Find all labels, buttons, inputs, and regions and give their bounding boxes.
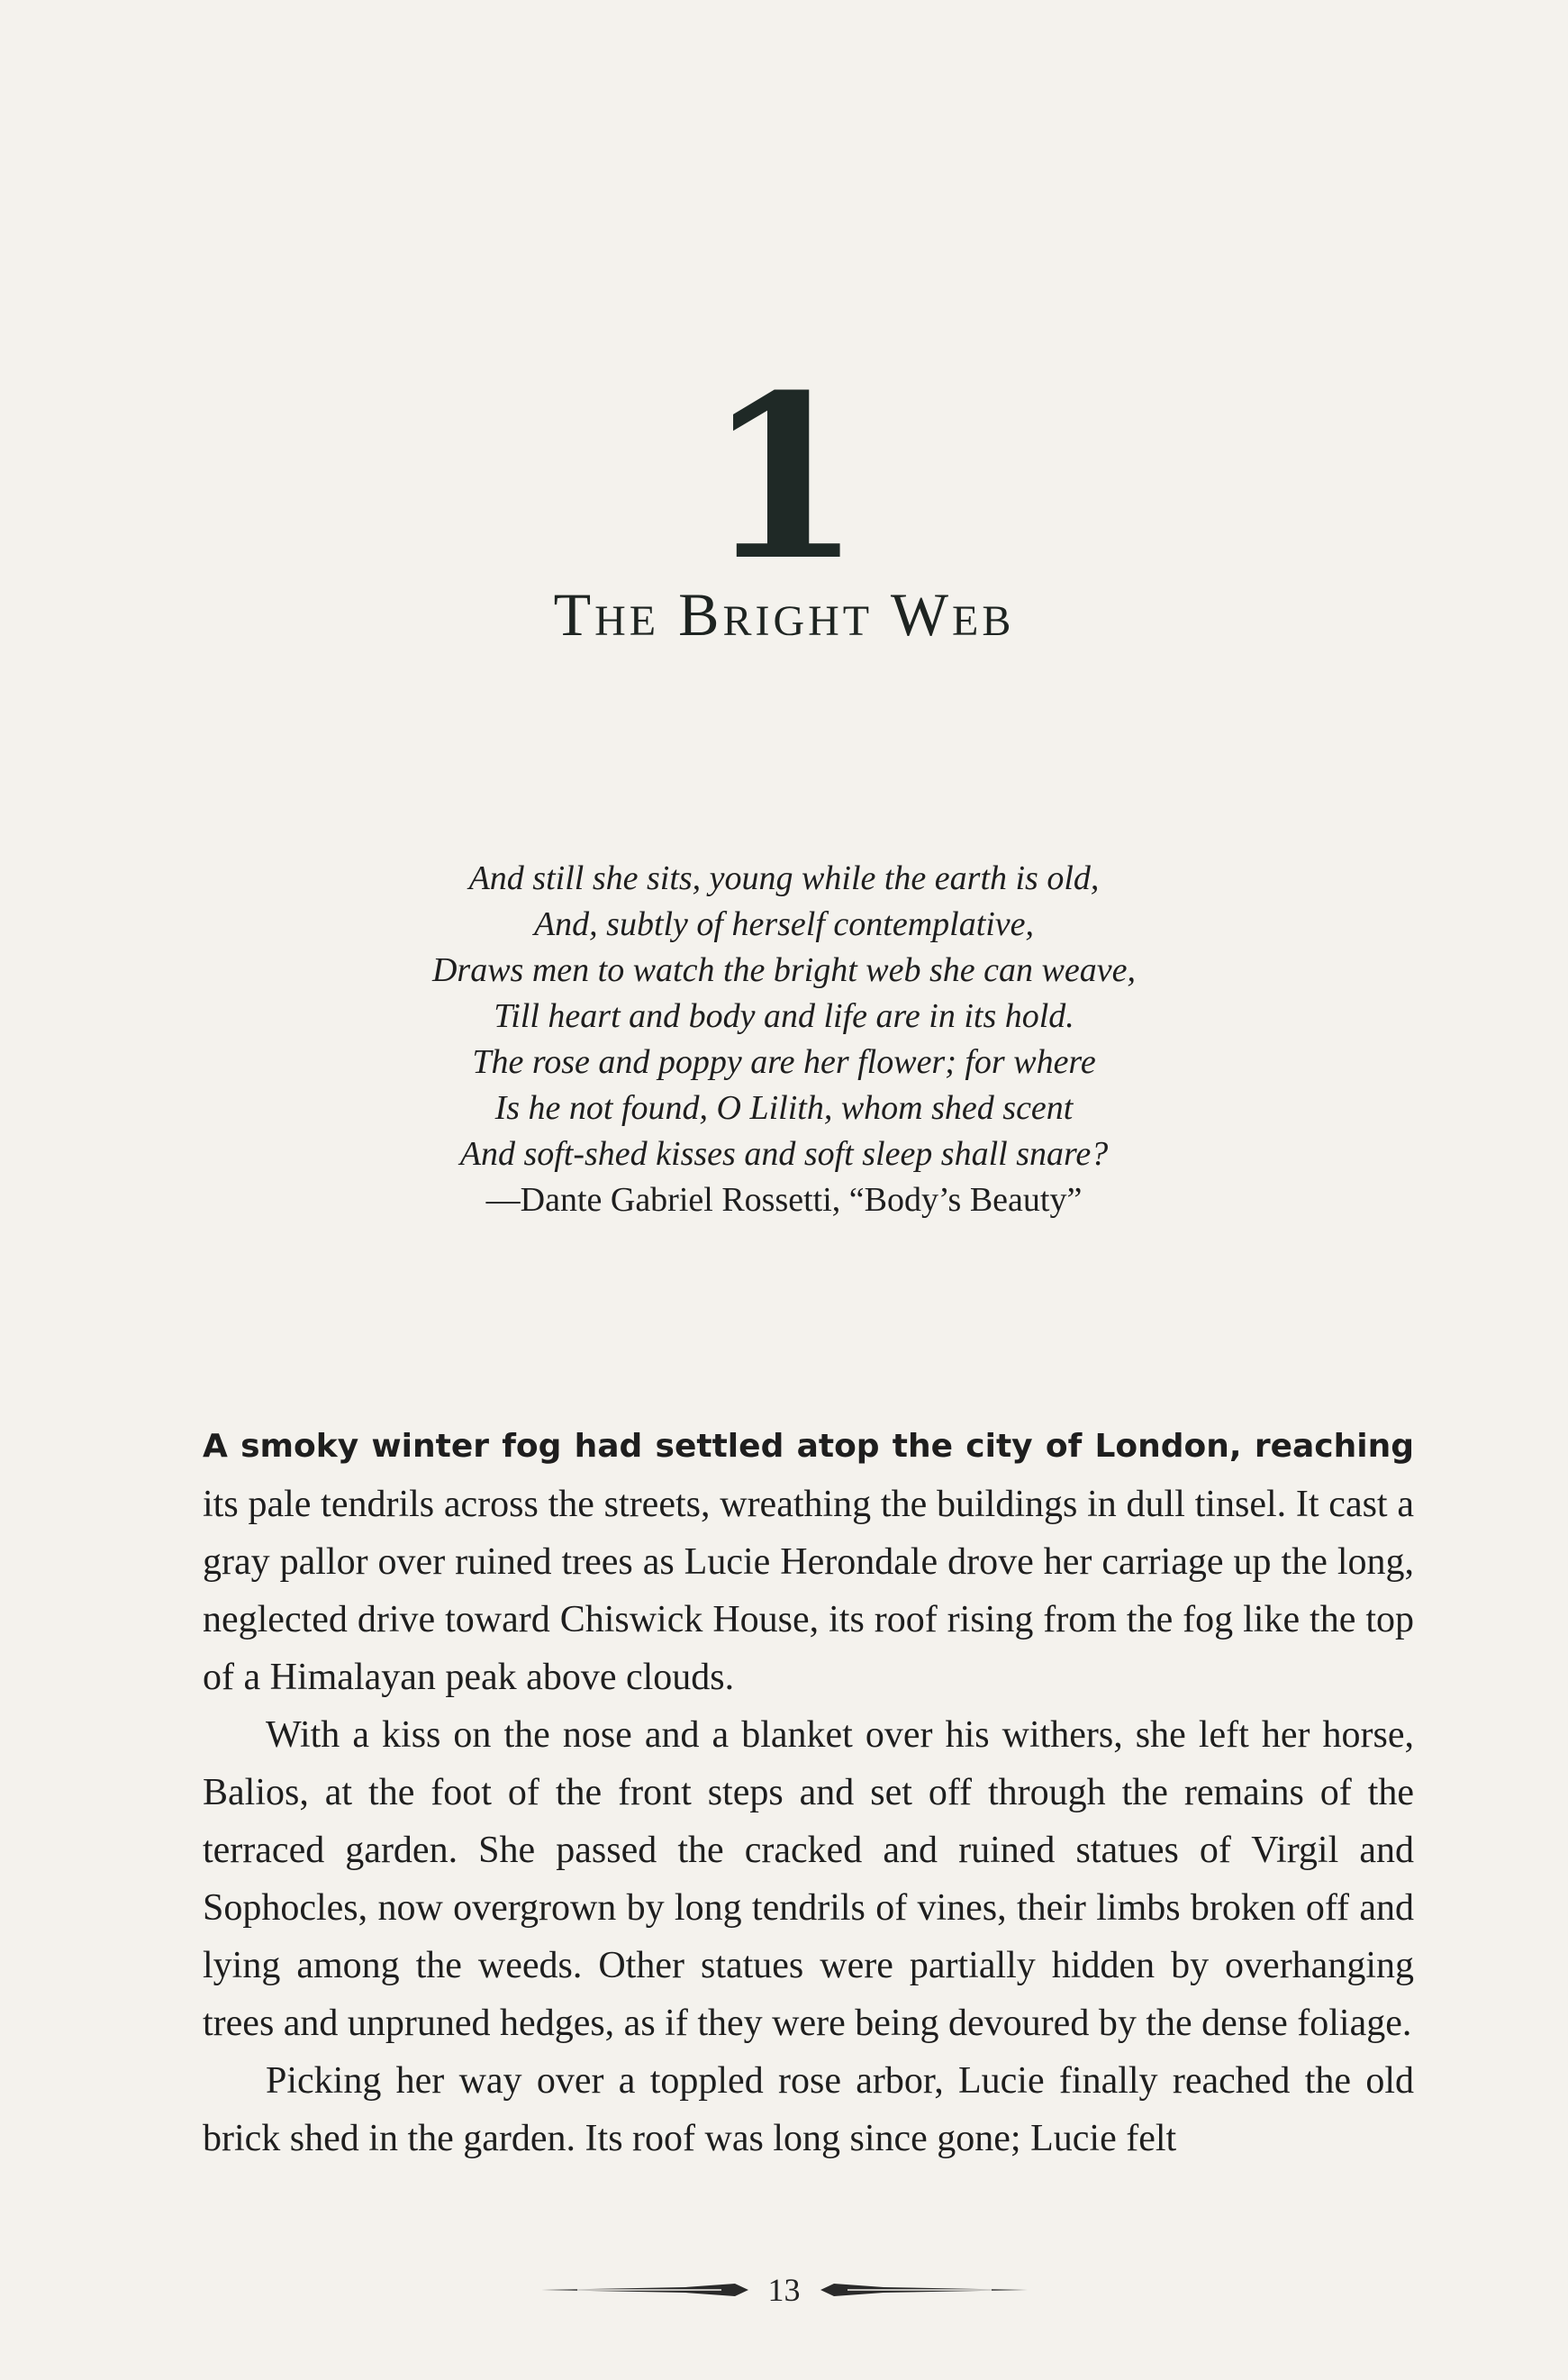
folio xyxy=(0,2263,1568,2317)
epigraph xyxy=(0,856,1568,1223)
paragraph xyxy=(203,1416,1414,1706)
paragraph-text: its pale tendrils across the streets, wreathing the buildings in dull tinsel. It cast a gray pallor over ruined trees as Lucie Herondale drove her carriage up the long, neglected drive toward Chiswick House, its roof rising from the fog like the top of a Himalayan peak above clouds. xyxy=(203,1484,1414,1698)
paragraph: With a kiss on the nose and a blanket over his withers, she left her horse, Balios, at the foot of the front steps and set off through the remains of the terraced garden. She passed the cracked and ruined statues of Virgil and Sophocles, now overgrown by long tendrils of vines, their limbs broken off and lying among the weeds. Other statues were partially hidden by overhanging trees and unpruned hedges, as if they were being devoured by the dense foliage. xyxy=(203,1714,1414,2044)
epigraph-line: And soft-shed kisses and soft sleep shall snare? xyxy=(459,1135,1109,1173)
page-number: 13 xyxy=(767,2272,801,2308)
epigraph-line: And, subtly of herself contemplative, xyxy=(533,905,1035,943)
epigraph-line: Is he not found, O Lilith, whom shed scent xyxy=(494,1089,1074,1127)
epigraph-line: Draws men to watch the bright web she can weave, xyxy=(431,951,1136,989)
epigraph-line: The rose and poppy are her flower; for where xyxy=(472,1043,1096,1081)
lead-in: A smoky winter fog had settled atop the city of London, reaching xyxy=(203,1428,1414,1465)
paragraph: Picking her way over a toppled rose arbor, Lucie finally reached the old brick shed in the garden. Its roof was long since gone; Lucie felt xyxy=(203,2060,1414,2159)
right-ornament-icon xyxy=(820,2281,1028,2299)
chapter-number: 1 xyxy=(705,345,863,610)
epigraph-attribution: —Dante Gabriel Rossetti, “Body’s Beauty” xyxy=(485,1181,1083,1219)
epigraph-line: Till heart and body and life are in its hold. xyxy=(494,997,1074,1035)
chapter-title: The Bright Web xyxy=(553,580,1015,649)
epigraph-line: And still she sits, young while the earth is old, xyxy=(468,859,1100,897)
body-text xyxy=(203,1416,1414,2167)
left-ornament-icon xyxy=(541,2281,748,2299)
